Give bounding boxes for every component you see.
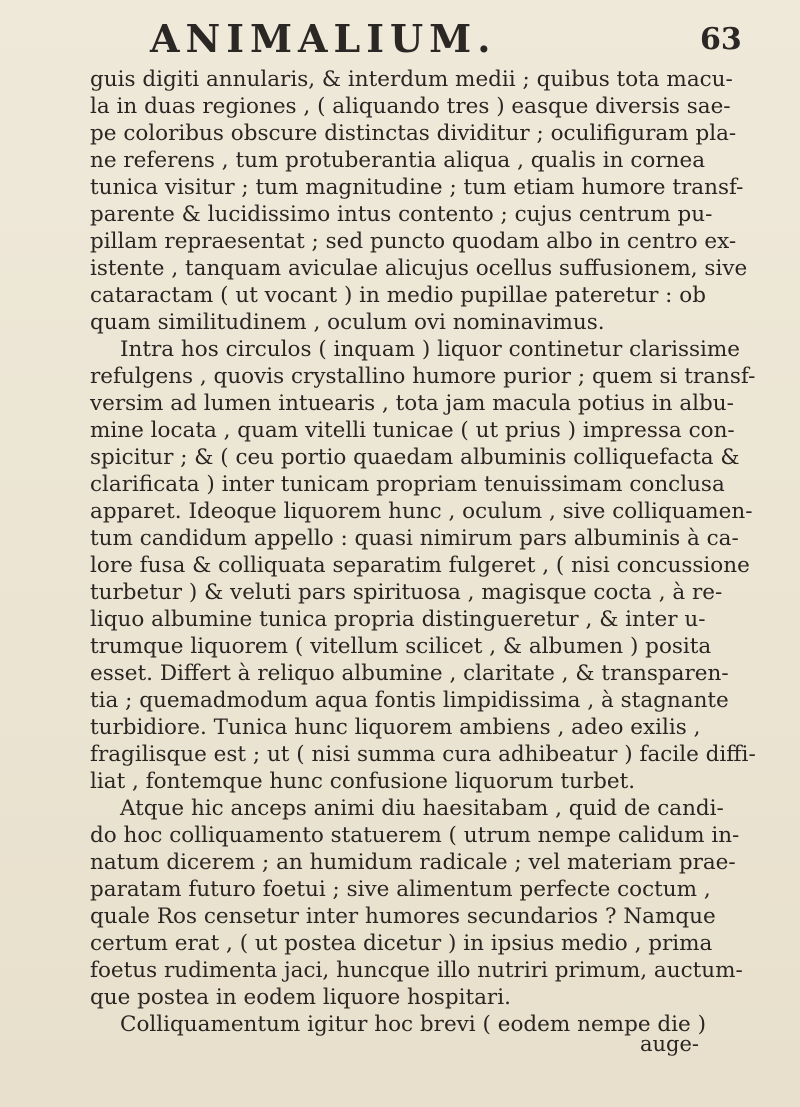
text-line: tunica visitur ; tum magnitudine ; tum etiam humore transf- — [90, 175, 744, 200]
text-line: natum dicerem ; an humidum radicale ; vel materiam prae- — [90, 850, 736, 875]
paragraph-start-line: Colliquamentum igitur hoc brevi ( eodem nempe die ) — [120, 1012, 706, 1037]
text-line: que postea in eodem liquore hospitari. — [90, 985, 511, 1010]
text-line: clarificata ) inter tunicam propriam tenuissimam conclusa — [90, 472, 725, 497]
text-line: paratam futuro foetui ; sive alimentum perfecte coctum , — [90, 877, 711, 902]
paragraph-start-line: Intra hos circulos ( inquam ) liquor continetur clarissime — [120, 337, 741, 362]
text-line: esset. Differt à reliquo albumine , claritate , & transparen- — [90, 661, 729, 686]
text-line: istente , tanquam aviculae alicujus ocellus suffusionem, sive — [90, 256, 748, 281]
text-line: ne referens , tum protuberantia aliqua , qualis in cornea — [90, 148, 706, 173]
running-title: ANIMALIUM. — [150, 16, 497, 61]
text-line: guis digiti annularis, & interdum medii ; quibus tota macu- — [90, 67, 733, 92]
paragraph-start-line: Atque hic anceps animi diu haesitabam , quid de candi- — [120, 796, 724, 821]
text-line: foetus rudimenta jaci, huncque illo nutriri primum, auctum- — [90, 958, 743, 983]
text-line: la in duas regiones , ( aliquando tres ) easque diversis sae- — [90, 94, 731, 119]
text-line: pillam repraesentat ; sed puncto quodam albo in centro ex- — [90, 229, 737, 254]
text-line: tia ; quemadmodum aqua fontis limpidissima , à stagnante — [90, 688, 729, 713]
body-text — [90, 66, 790, 1038]
text-line: versim ad lumen intuearis , tota jam macula potius in albu- — [90, 391, 734, 416]
text-line: do hoc colliquamento statuerem ( utrum nempe calidum in- — [90, 823, 740, 848]
text-line: pe coloribus obscure distinctas dividitur ; oculifiguram pla- — [90, 121, 737, 146]
text-line: apparet. Ideoque liquorem hunc , oculum , sive colliquamen- — [90, 499, 753, 524]
text-line: trumque liquorem ( vitellum scilicet , & albumen ) posita — [90, 634, 712, 659]
text-line: liquo albumine tunica propria distingueretur , & inter u- — [90, 607, 706, 632]
text-line: mine locata , quam vitelli tunicae ( ut prius ) impressa con- — [90, 418, 735, 443]
text-line: turbetur ) & veluti pars spirituosa , magisque cocta , à re- — [90, 580, 723, 605]
text-line: tum candidum appello : quasi nimirum pars albuminis à ca- — [90, 526, 739, 551]
text-line: certum erat , ( ut postea dicetur ) in ipsius medio , prima — [90, 931, 713, 956]
text-line: spicitur ; & ( ceu portio quaedam albuminis colliquefacta & — [90, 445, 740, 470]
catchword: auge- — [640, 1032, 700, 1056]
text-line: liat , fontemque hunc confusione liquorum turbet. — [90, 769, 636, 794]
text-line: lore fusa & colliquata separatim fulgeret , ( nisi concussione — [90, 553, 750, 578]
text-line: refulgens , quovis crystallino humore purior ; quem si transf- — [90, 364, 756, 389]
text-line: fragilisque est ; ut ( nisi summa cura adhibeatur ) facile diffi- — [90, 742, 756, 767]
text-line: turbidiore. Tunica hunc liquorem ambiens , adeo exilis , — [90, 715, 701, 740]
page-header — [0, 14, 800, 61]
text-line: parente & lucidissimo intus contento ; cujus centrum pu- — [90, 202, 713, 227]
text-line: quam similitudinem , oculum ovi nominavimus. — [90, 310, 605, 335]
text-line: cataractam ( ut vocant ) in medio pupillae pateretur : ob — [90, 283, 706, 308]
text-line: quale Ros censetur inter humores secundarios ? Namque — [90, 904, 716, 929]
page-number: 63 — [700, 22, 742, 57]
